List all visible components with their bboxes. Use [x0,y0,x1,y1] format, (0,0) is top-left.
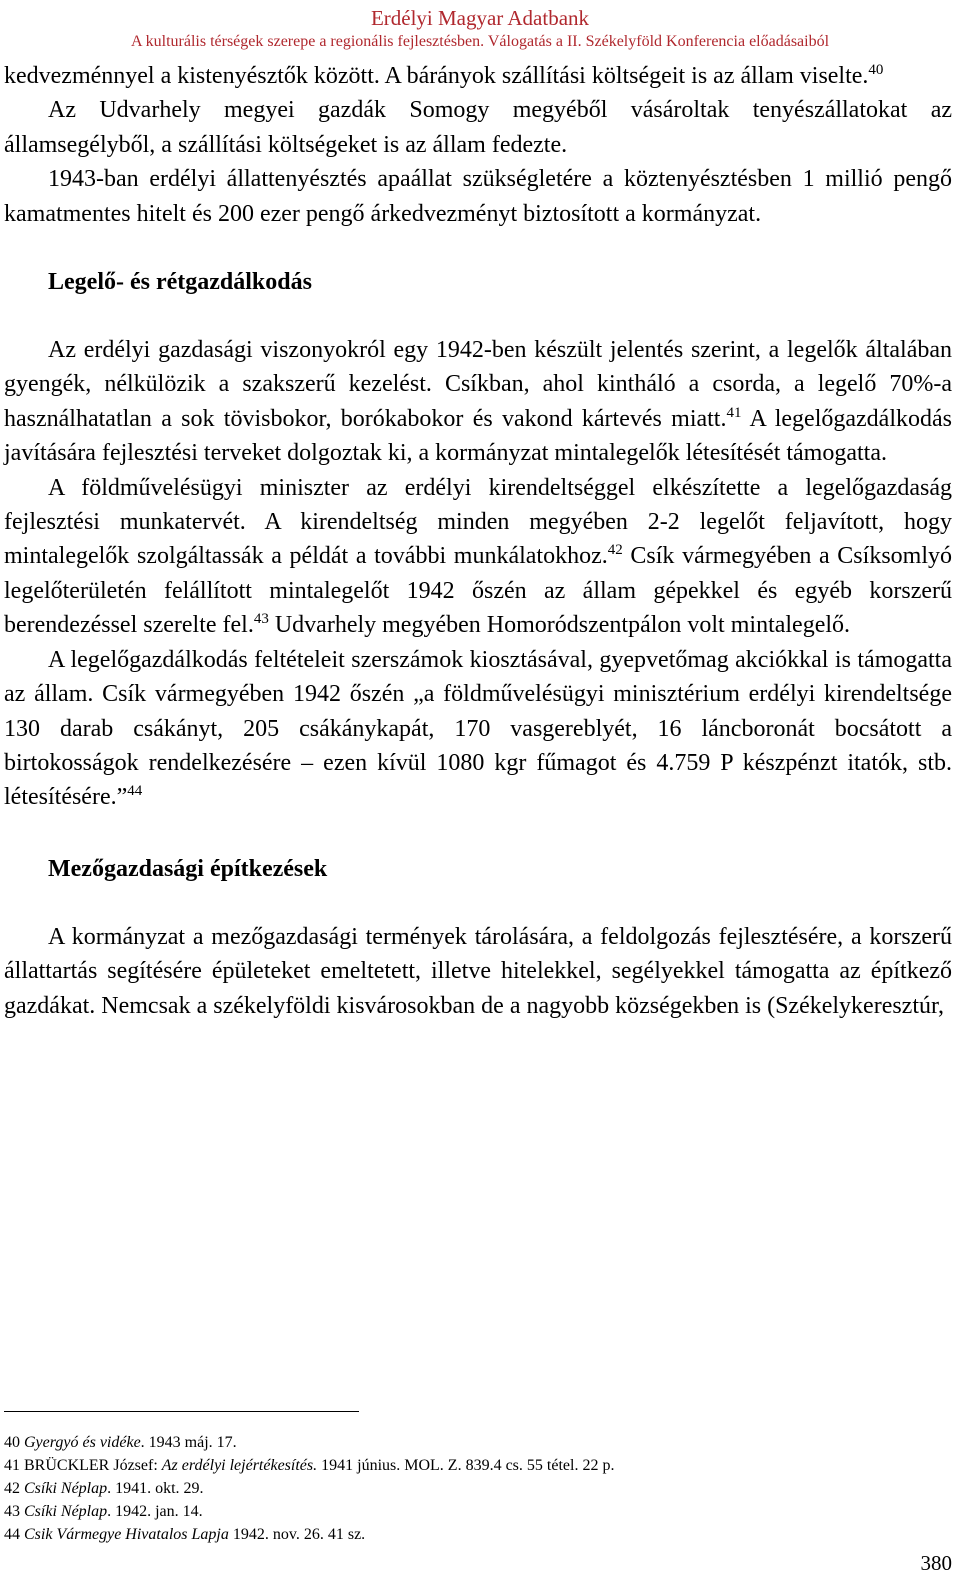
footnote-divider [4,1411,359,1412]
paragraph-5 [4,471,952,643]
section-heading-epitkezesek: Mezőgazdasági építkezések [48,855,328,882]
footnote-source-title: Csíki Néplap [24,1503,108,1520]
paragraph-4-text-a: Az erdélyi gazdasági viszonyokról egy 1942-ben készült jelentés szerint, a legelők általában gyengék, nélkülözik a szakszerű kezelést. Csíkban, ahol kintháló a csorda, a legelő 70%-a használhatatlan a sok tövisbokor, borókabokor és vakond kártevés miatt. [4,337,952,432]
paragraph-5-text-b: Csík vármegyében a Csíksomlyó legelőterületén felállított mintalegelőt 1942 őszén az állam gépekkel és egyéb korszerű berendezéssel szerelte fel. [4,543,952,639]
footnote-40: 40 Gyergyó és vidéke. 1943 máj. 17. [4,1434,237,1451]
footnote-ref-42: 42 [607,542,623,559]
footnote-ref-40: 40 [868,62,884,78]
paragraph-6 [4,643,952,815]
footnote-ref-41: 41 [726,404,742,421]
paragraph-3: 1943-ban erdélyi állattenyésztés apaállat szükségletére a köztenyésztésben 1 millió pengő kamatmentes hitelt és 200 ezer pengő árkedvezményt biztosított a kormányzat. [4,166,952,227]
footnote-41: 41 BRÜCKLER József: Az erdélyi lejértékesítés. 1941 június. MOL. Z. 839.4 cs. 55 tétel. 22 p. [4,1457,615,1474]
section-heading-legelo: Legelő- és rétgazdálkodás [48,269,312,296]
paragraph-1-text: kedvezménnyel a kistenyésztők között. A bárányok szállítási költségeit is az állam viselte. [4,63,869,89]
paragraph-1 [4,59,952,93]
footnote-ref-44: 44 [127,783,143,800]
page-number: 380 [920,1551,952,1575]
main-text [4,59,952,1023]
paragraph-5-text-a: A földművelésügyi miniszter az erdélyi kirendeltséggel elkészítette a legelőgazdaság fejlesztési munkatervét. A kirendeltség minden megyében 2-2 legelőt feljavított, hogy mintalegelők szolgáltassák a példát a további munkálatokhoz. [4,474,952,570]
footnote-42: 42 Csíki Néplap. 1941. okt. 29. [4,1480,204,1497]
paragraph-7: A kormányzat a mezőgazdasági termények tárolására, a feldolgozás fejlesztésére, a korszerű állattartás segítésére épületeket emeltetett, illetve hitelekkel, segélyekkel támogatta az építkező gazdákat. Nemcsak a székelyföldi kisvárosokban de a nagyobb községekben is (Székelykeresztúr, [4,923,952,1019]
footnotes [4,1431,952,1546]
paragraph-2: Az Udvarhely megyei gazdák Somogy megyéből vásároltak tenyészállatokat az államsegélyből, a szállítási költségeket is az állam fedezte. [4,97,952,158]
header-subtitle: A kulturális térségek szerepe a regionális fejlesztésben. Válogatás a II. Székelyföld Konferencia előadásaiból [130,33,830,51]
footnote-44: 44 Csik Vármegye Hivatalos Lapja 1942. nov. 26. 41 sz. [4,1526,366,1543]
footnote-ref-43: 43 [253,611,269,628]
paragraph-6-text: A legelőgazdálkodás feltételeit szerszámok kiosztásával, gyepvetőmag akciókkal is támogatta az állam. Csík vármegyében 1942 őszén „a földművelésügyi minisztérium erdélyi kirendeltsége 130 darab csákányt, 205 csákánykapát, 170 vasgereblyét, 16 láncboronát bocsátott a birtokosságok rendelkezésére – ezen kívül 1080 kgr fűmagot és 4.759 P készpénzt itatók, stb. létesítésére.” [4,646,952,811]
paragraph-4 [4,333,952,471]
paragraph-5-text-c: Udvarhely megyében Homoródszentpálon volt mintalegelő. [268,612,851,639]
site-title: Erdélyi Magyar Adatbank [370,6,590,30]
footnote-source-title: Gyergyó és vidéke [24,1434,141,1451]
footnote-source-title: Csik Vármegye Hivatalos Lapja [24,1526,229,1543]
footnote-source-title: Csíki Néplap [24,1480,108,1497]
footnote-43: 43 Csíki Néplap. 1942. jan. 14. [4,1503,203,1520]
paragraph-4-text-b: A legelőgazdálkodás javítására fejlesztési terveket dolgoztak ki, a kormányzat mintalegelők létesítését támogatta. [4,405,952,467]
page-header [0,6,960,51]
footnote-source-title: Az erdélyi lejértékesítés. [161,1457,318,1474]
